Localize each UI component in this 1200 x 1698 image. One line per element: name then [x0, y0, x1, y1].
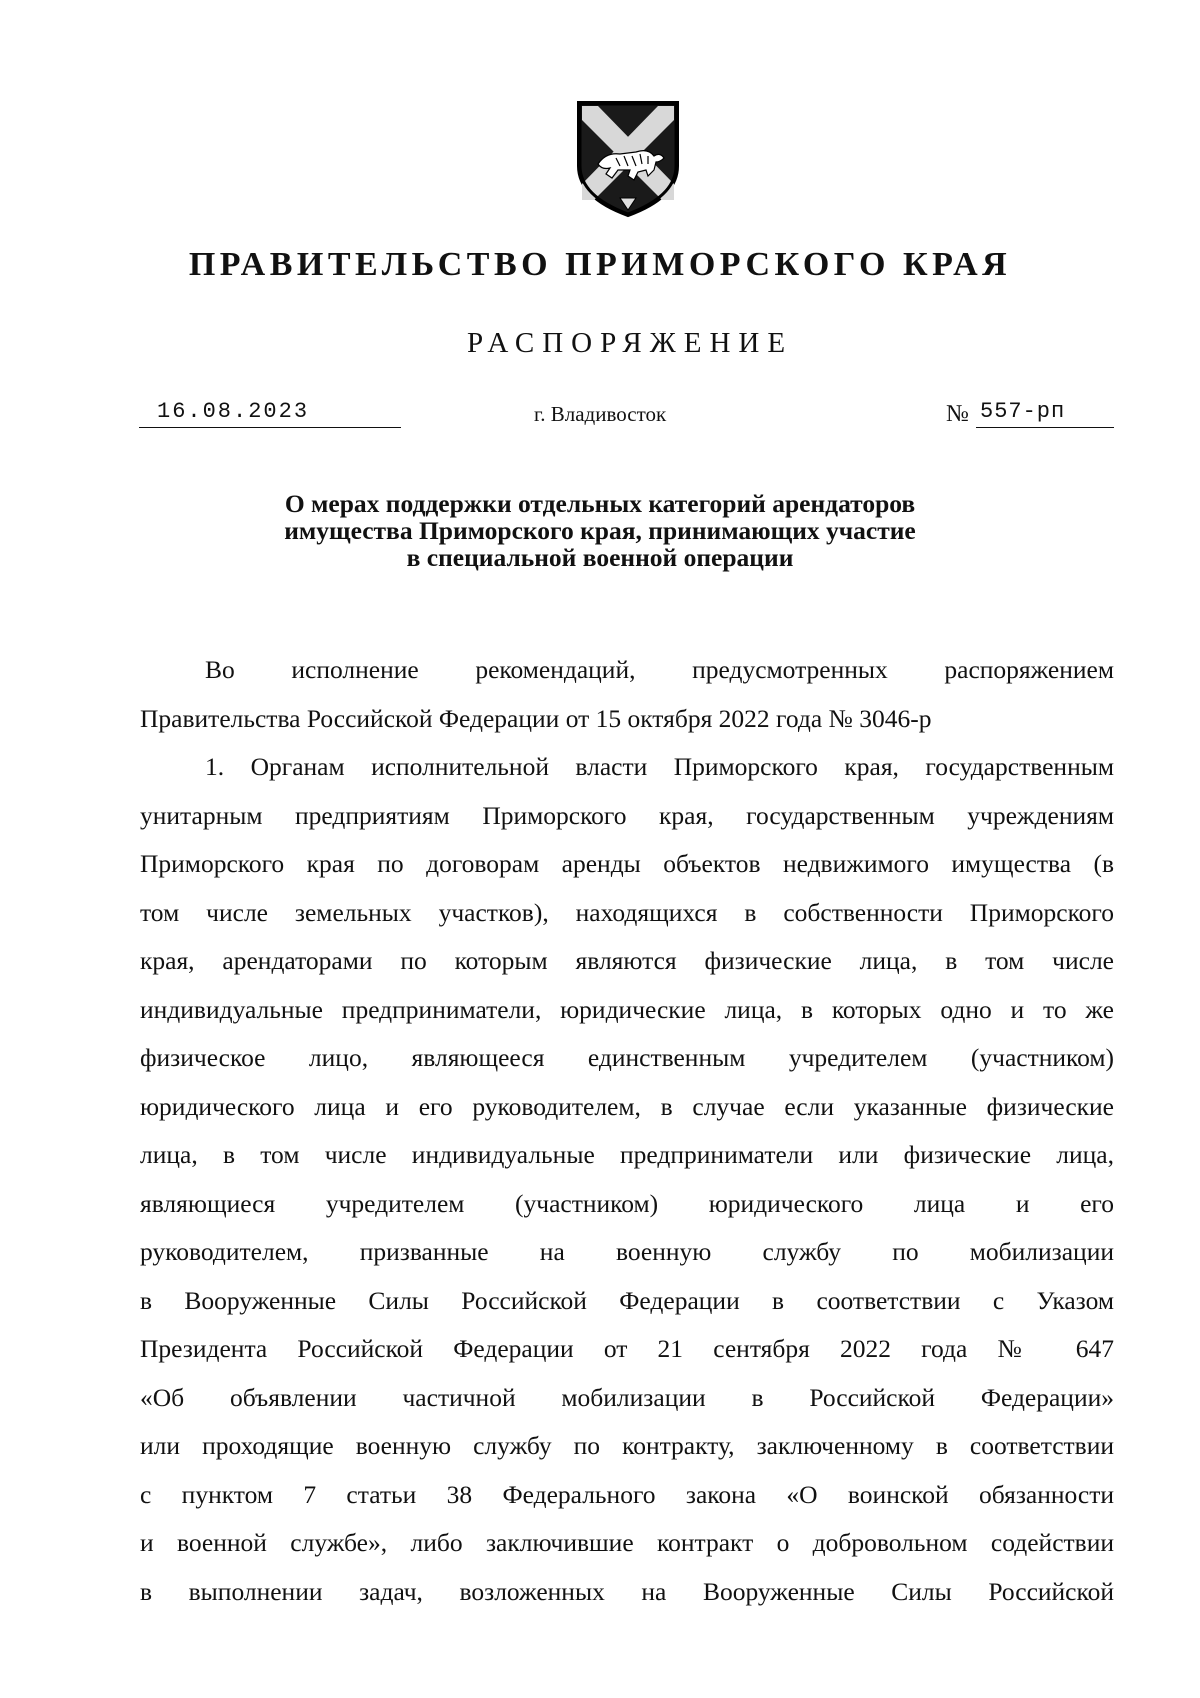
body-line: том числе земельных участков), находящихся в собственности Приморского	[140, 897, 1114, 927]
subject-line: имущества Приморского края, принимающих участие	[284, 516, 916, 545]
document-number-label: №	[946, 401, 969, 427]
body-line: с пунктом 7 статьи 38 Федерального закона «О воинской обязанности	[140, 1479, 1114, 1509]
body-line: юридического лица и его руководителем, в случае если указанные физические	[140, 1091, 1114, 1121]
body-line: унитарным предприятиям Приморского края, государственным учреждениям	[140, 800, 1114, 830]
body-line: в Вооруженные Силы Российской Федерации в соответствии с Указом	[140, 1285, 1114, 1315]
body-line: и военной службе», либо заключившие контракт о добровольном содействии	[140, 1528, 1114, 1557]
body-line: Правительства Российской Федерации от 15 октября 2022 года № 3046-р	[140, 703, 932, 733]
coat-of-arms-icon	[576, 100, 680, 220]
document-date: 16.08.2023	[139, 398, 401, 428]
body-line: руководителем, призванные на военную службу по мобилизации	[140, 1237, 1114, 1266]
body-line: индивидуальные предприниматели, юридические лица, в которых одно и то же	[140, 994, 1114, 1024]
body-line: края, арендаторами по которым являются физические лица, в том числе	[140, 946, 1114, 975]
document-type-heading: РАСПОРЯЖЕНИЕ	[466, 327, 794, 359]
body-line: или проходящие военную службу по контракту, заключенному в соответствии	[140, 1431, 1114, 1460]
document-body	[140, 646, 1114, 1616]
organization-title: ПРАВИТЕЛЬСТВО ПРИМОРСКОГО КРАЯ	[188, 246, 1012, 283]
subject-line: в специальной военной операции	[406, 543, 794, 572]
body-line: являющиеся учредителем (участником) юридического лица и его	[140, 1188, 1114, 1218]
body-line: в выполнении задач, возложенных на Вооруженные Силы Российской	[140, 1576, 1114, 1606]
body-line: «Об объявлении частичной мобилизации в Российской Федерации»	[140, 1382, 1114, 1412]
body-line: Во исполнение рекомендаций, предусмотренных распоряжением	[205, 655, 1114, 684]
body-line: 1. Органам исполнительной власти Приморского края, государственным	[205, 752, 1114, 781]
body-line: физическое лицо, являющееся единственным учредителем (участником)	[140, 1043, 1114, 1072]
body-line: Президента Российской Федерации от 21 сентября 2022 года № 647	[140, 1334, 1114, 1363]
document-meta-row	[0, 398, 1200, 434]
document-number: 557-рп	[976, 398, 1114, 428]
subject-line: О мерах поддержки отдельных категорий арендаторов	[284, 489, 916, 518]
body-line: Приморского края по договорам аренды объектов недвижимого имущества (в	[140, 849, 1114, 878]
document-subject	[0, 490, 1200, 571]
document-city: г. Владивосток	[534, 402, 667, 426]
body-line: лица, в том числе индивидуальные предприниматели или физические лица,	[140, 1140, 1114, 1169]
